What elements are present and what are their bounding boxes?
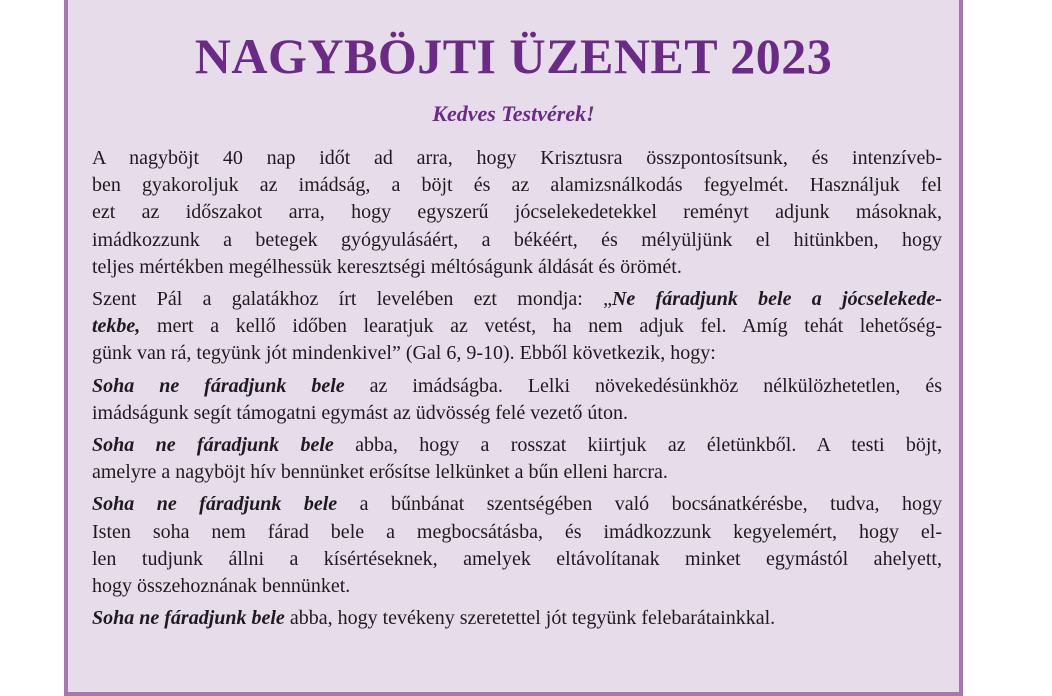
text-run: teljes mértékben megélhessük keresztségi méltóságunk áldását és örömét. — [92, 255, 682, 278]
text-line — [92, 254, 942, 281]
text-run: abba, hogy a rosszat kiirtjuk az életünkből. A testi böjt, — [333, 434, 942, 457]
text-line — [92, 605, 942, 632]
emphasized-text: Ne fáradjunk bele a jócselekede- — [611, 288, 942, 311]
emphasized-text: Soha ne fáradjunk bele — [92, 607, 285, 630]
text-line — [92, 199, 942, 226]
paragraph — [92, 373, 942, 427]
text-line — [92, 491, 942, 518]
greeting: Kedves Testvérek! — [432, 101, 595, 126]
text-run: a bűnbánat szentségében való bocsánatkérésbe, tudva, hogy — [337, 493, 942, 516]
paragraph — [92, 286, 942, 368]
text-run: günk van rá, tegyünk jót mindenkivel” (Gal 6, 9-10). Ebből következik, hogy: — [92, 342, 716, 365]
text-line — [92, 573, 942, 600]
text-line — [92, 519, 942, 546]
text-run: imádkozzunk a betegek gyógyulásáért, a békéért, és mélyüljünk el hitünkben, hogy — [92, 228, 942, 251]
text-line — [92, 172, 942, 199]
emphasized-text: Soha ne fáradjunk bele — [92, 493, 338, 516]
page-title: NAGYBÖJTI ÜZENET 2023 — [194, 28, 833, 84]
message-body — [92, 145, 942, 637]
text-line — [92, 400, 942, 427]
text-line — [92, 459, 942, 486]
text-line — [92, 340, 942, 367]
paragraph — [92, 491, 942, 600]
text-line — [92, 546, 942, 573]
text-run: A nagyböjt 40 nap időt ad arra, hogy Krisztusra összpontosítsunk, és intenzíveb- — [92, 147, 942, 169]
paragraph — [92, 432, 942, 486]
text-run: mert a kellő időben learatjuk az vetést, ha nem adjuk fel. Amíg tehát lehetőség- — [140, 315, 942, 338]
text-line — [92, 227, 942, 254]
text-run: ben gyakoroljuk az imádság, a böjt és az alamizsnálkodás fegyelmét. Használjuk fel — [92, 174, 942, 197]
emphasized-text: Soha ne fáradjunk bele — [92, 434, 334, 457]
text-line — [92, 373, 942, 400]
text-line — [92, 313, 942, 340]
text-run: hogy összehoznának bennünket. — [92, 575, 351, 598]
paragraph — [92, 605, 942, 632]
emphasized-text: tekbe, — [92, 315, 141, 338]
lenten-message-panel — [64, 0, 963, 696]
text-run: Szent Pál a galatákhoz írt levelében ezt mondja: „ — [92, 288, 612, 311]
text-run: len tudjunk állni a kísértéseknek, amelyek eltávolítanak minket egymástól ahelyett, — [92, 547, 942, 570]
text-run: ezt az időszakot arra, hogy egyszerű jócselekedetekkel reményt adjunk másoknak, — [92, 201, 942, 224]
text-run: abba, hogy tevékeny szeretettel jót tegyünk felebarátainkkal. — [284, 607, 776, 630]
text-line — [92, 145, 942, 172]
text-run: imádságunk segít támogatni egymást az üdvösség felé vezető úton. — [92, 401, 628, 424]
text-run: amelyre a nagyböjt hív bennünket erősítse lelkünket a bűn elleni harcra. — [92, 461, 668, 484]
text-line — [92, 432, 942, 459]
text-run: Isten soha nem fárad bele a megbocsátásba, és imádkozzunk kegyelemért, hogy el- — [92, 520, 942, 543]
text-run: az imádságba. Lelki növekedésünkhöz nélkülözhetetlen, és — [344, 374, 942, 397]
emphasized-text: Soha ne fáradjunk bele — [92, 374, 345, 397]
text-line — [92, 286, 942, 313]
paragraph — [92, 145, 942, 281]
